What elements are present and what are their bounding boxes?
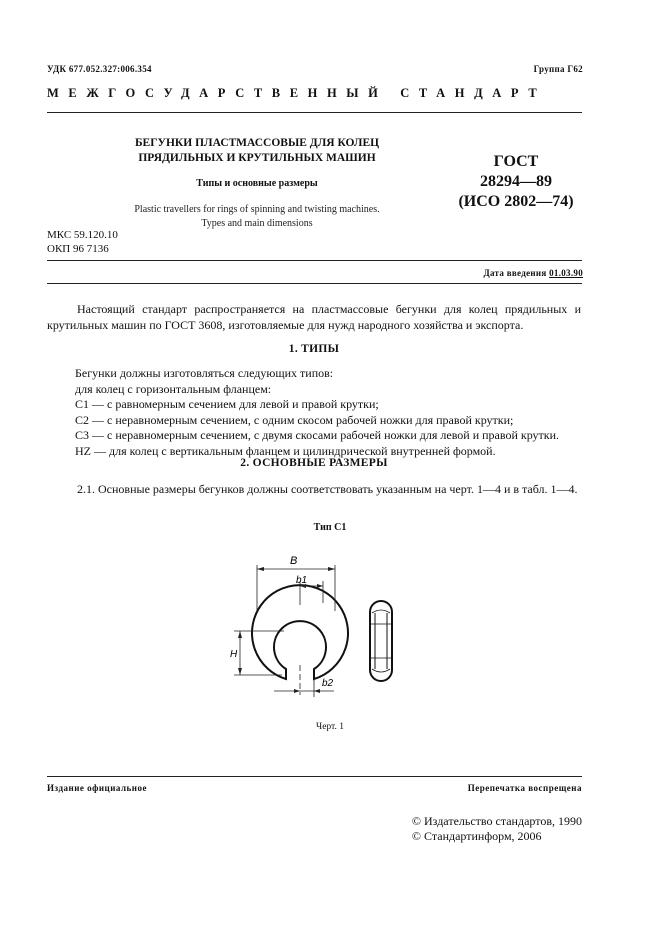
section-1-line: С2 — с неравномерным сечением, с одним скосом рабочей ножки для правой крутки; (75, 412, 514, 427)
arrow-b-right (328, 567, 335, 571)
section-1-line: С3 — с неравномерным сечением, с двумя скосами рабочей ножки для левой и правой крутки. (75, 428, 560, 442)
section-1-line: для колец с горизонтальным фланцем: (75, 381, 272, 396)
title-en-line1: Plastic travellers for rings of spinning and twisting machines. (134, 204, 380, 215)
reprint-forbidden: Перепечатка воспрещена (467, 783, 582, 793)
iso-number: (ИСО 2802—74) (458, 193, 574, 210)
mks-code: МКС 59.120.10 (47, 229, 118, 241)
group-code: Группа Г62 (533, 64, 583, 74)
section-1-heading: 1. ТИПЫ (288, 343, 340, 355)
title-ru-subtitle: Типы и основные размеры (196, 178, 318, 189)
official-edition: Издание официальное (47, 783, 147, 793)
intro-date-value: 01.03.90 (549, 268, 583, 278)
arrow-h-top (238, 631, 242, 638)
figure-caption: Черт. 1 (316, 722, 344, 732)
traveller-c1-drawing (220, 545, 420, 705)
section-1-line: Бегунки должны изготовляться следующих типов: (75, 366, 334, 380)
intro-paragraph: Настоящий стандарт распространяется на пластмассовые бегунки для колец прядильных и крутильных машин по ГОСТ 3608, изготовляемые для нужд народного хозяйства и экспорта. (47, 302, 581, 332)
arrow-b-left (257, 567, 264, 571)
header-rule (47, 112, 582, 113)
dim-label-b2: b2 (322, 678, 334, 689)
arrow-b2-right (314, 689, 320, 693)
interstate-standard-banner: МЕЖГОСУДАРСТВЕННЫЙ СТАНДАРТ (47, 86, 547, 100)
title-ru-line1: БЕГУНКИ ПЛАСТМАССОВЫЕ ДЛЯ КОЛЕЦ (134, 137, 380, 149)
copyright-block (412, 814, 582, 844)
gost-number: 28294—89 (480, 173, 552, 190)
intro-date-label: Дата введения (483, 268, 547, 278)
okp-code: ОКП 96 7136 (47, 243, 109, 255)
figure-type-label: Тип С1 (313, 522, 347, 533)
footer-rule (47, 776, 582, 777)
section-2-heading: 2. ОСНОВНЫЕ РАЗМЕРЫ (240, 457, 388, 469)
section-1-line: С1 — с равномерным сечением для левой и правой крутки; (75, 397, 379, 411)
side-view-outline (370, 601, 392, 681)
arrow-h-bottom (238, 668, 242, 675)
copyright-line: © Стандартинформ, 2006 (411, 829, 542, 843)
codes-rule (47, 260, 582, 261)
section-1-line: HZ — для колец с вертикальным фланцем и цилиндрической внутренней формой. (75, 443, 496, 458)
intro-date (484, 268, 584, 278)
udk-code: УДК 677.052.327:006.354 (47, 64, 152, 74)
dim-label-b1: b1 (296, 575, 308, 586)
date-rule (47, 283, 582, 284)
arrow-b2-left (294, 689, 300, 693)
arrow-b1-right (317, 584, 323, 588)
dim-label-b: B (290, 555, 298, 567)
copyright-line: © Издательство стандартов, 1990 (411, 814, 582, 828)
title-en-line2: Types and main dimensions (201, 218, 313, 229)
title-ru-line2: ПРЯДИЛЬНЫХ И КРУТИЛЬНЫХ МАШИН (138, 152, 376, 164)
section-2-paragraph: 2.1. Основные размеры бегунков должны соответствовать указанным на черт. 1—4 и в табл. 1—4. (77, 482, 578, 496)
section-1-list (47, 366, 581, 459)
dim-label-h: H (230, 649, 238, 660)
gost-label: ГОСТ (493, 153, 539, 170)
